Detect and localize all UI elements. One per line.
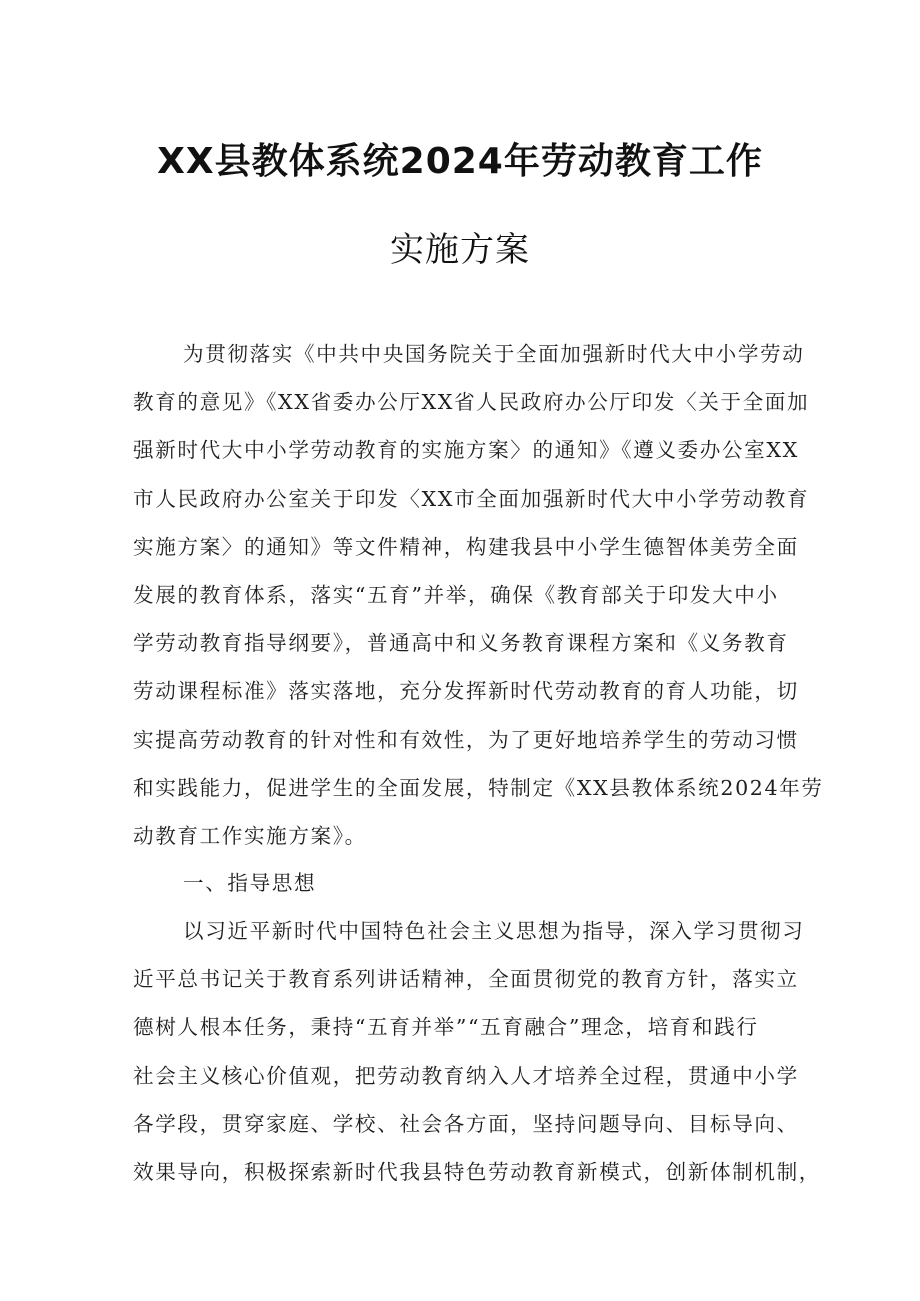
guiding-ideology-paragraph xyxy=(133,907,822,1196)
intro-paragraph xyxy=(133,330,824,860)
paragraph-line: 各学段，贯穿家庭、学校、社会各方面，坚持问题导向、目标导向、 xyxy=(133,1111,799,1136)
paragraph-line: 效果导向，积极探索新时代我县特色劳动教育新模式，创新体制机制， xyxy=(133,1159,822,1184)
paragraph-line: 为贯彻落实《中共中央国务院关于全面加强新时代大中小学劳动 xyxy=(183,342,805,366)
paragraph-line: 动教育工作实施方案》。 xyxy=(133,823,367,848)
paragraph-line: 以习近平新时代中国特色社会主义思想为指导，深入学习贯彻习 xyxy=(183,919,805,943)
paragraph-line: 近平总书记关于教育系列讲话精神，全面贯彻党的教育方针，落实立 xyxy=(133,967,799,992)
paragraph-line: 和实践能力，促进学生的全面发展，特制定《XX县教体系统2024年劳 xyxy=(133,775,824,800)
paragraph-line: 实提高劳动教育的针对性和有效性，为了更好地培养学生的劳动习惯 xyxy=(133,727,799,752)
paragraph-line: 强新时代大中小学劳动教育的实施方案〉的通知》《遵义委办公室XX xyxy=(133,438,799,463)
paragraph-line: 教育的意见》《XX省委办公厅XX省人民政府办公厅印发〈关于全面加 xyxy=(133,390,810,415)
paragraph-line: 德树人根本任务，秉持“五育并举”“五育融合”理念，培育和践行 xyxy=(133,1015,759,1040)
document-title-line-2: 实施方案 xyxy=(390,230,530,270)
paragraph-line: 劳动课程标准》落实落地，充分发挥新时代劳动教育的育人功能，切 xyxy=(133,679,799,704)
paragraph-line: 学劳动教育指导纲要》，普通高中和义务教育课程方案和《义务教育 xyxy=(133,631,789,656)
section-heading-text: 一、指导思想 xyxy=(183,871,317,895)
paragraph-line: 实施方案〉的通知》等文件精神，构建我县中小学生德智体美劳全面 xyxy=(133,534,799,559)
paragraph-line: 发展的教育体系，落实“五育”并举，确保《教育部关于印发大中小 xyxy=(133,582,779,607)
paragraph-line: 市人民政府办公室关于印发〈XX市全面加强新时代大中小学劳动教育 xyxy=(133,486,810,511)
section-heading-guiding-ideology xyxy=(133,859,793,907)
document-title-line-1: XX县教体系统2024年劳动教育工作 xyxy=(157,141,763,182)
paragraph-line: 社会主义核心价值观，把劳动教育纳入人才培养全过程，贯通中小学 xyxy=(133,1063,799,1088)
